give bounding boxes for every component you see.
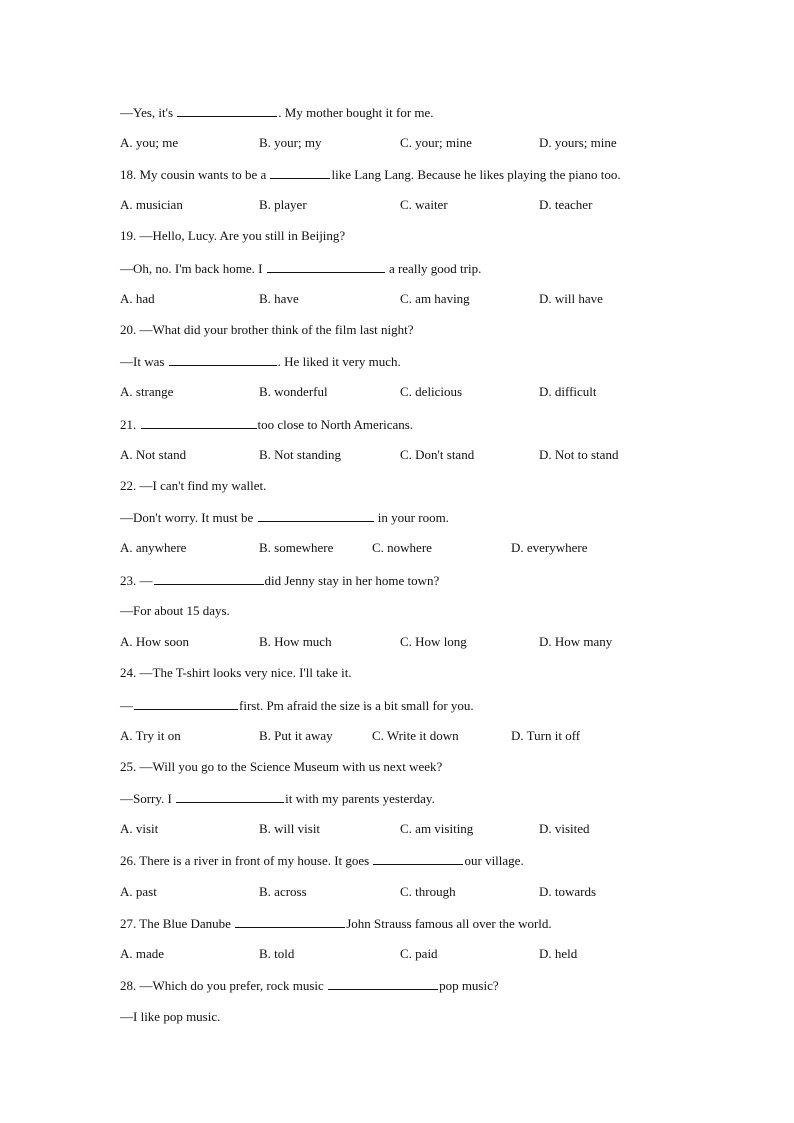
question-text: 26. There is a river in front of my house. It goes [120, 853, 373, 868]
option-d[interactable]: D. Not to stand [539, 447, 619, 462]
line-text: —Sorry. I [120, 791, 176, 806]
question-text: 27. The Blue Danube [120, 916, 235, 931]
option-a[interactable]: A. made [120, 946, 165, 961]
question-24-answer-line [120, 697, 474, 714]
question-text: did Jenny stay in her home town? [264, 573, 440, 588]
line-text: . My mother bought it for me. [278, 105, 434, 120]
question-text: John Strauss famous all over the world. [346, 916, 552, 931]
option-b[interactable]: B. have [259, 291, 299, 306]
question-text: like Lang Lang. Because he likes playing the piano too. [331, 167, 621, 182]
answer-blank[interactable] [169, 353, 277, 366]
option-c[interactable]: C. am visiting [400, 821, 474, 836]
question-text: 24. —The T-shirt looks very nice. I'll take it. [120, 665, 352, 680]
option-b[interactable]: B. wonderful [259, 384, 328, 399]
option-a[interactable]: A. anywhere [120, 540, 187, 555]
option-c[interactable]: C. Write it down [372, 728, 459, 743]
option-d[interactable]: D. towards [539, 884, 597, 899]
option-c[interactable]: C. waiter [400, 197, 448, 212]
answer-blank[interactable] [373, 852, 463, 865]
question-19 [120, 228, 345, 244]
question-text: 25. —Will you go to the Science Museum with us next week? [120, 759, 443, 774]
option-c[interactable]: C. How long [400, 634, 467, 649]
answer-blank[interactable] [177, 104, 277, 117]
option-a[interactable]: A. visit [120, 821, 159, 836]
answer-blank[interactable] [267, 260, 385, 273]
answer-blank[interactable] [258, 509, 374, 522]
option-c[interactable]: C. Don't stand [400, 447, 475, 462]
option-d[interactable]: D. held [539, 946, 578, 961]
option-b[interactable]: B. Put it away [259, 728, 333, 743]
option-c[interactable]: C. delicious [400, 384, 463, 399]
option-b[interactable]: B. How much [259, 634, 332, 649]
question-24 [120, 665, 352, 681]
option-d[interactable]: D. How many [539, 634, 613, 649]
question-20-answer-line [120, 353, 401, 370]
option-b[interactable]: B. told [259, 946, 295, 961]
line-text: —For about 15 days. [120, 603, 230, 618]
line-text: —I like pop music. [120, 1009, 221, 1024]
question-text: our village. [464, 853, 524, 868]
question-22 [120, 478, 266, 494]
line-text: —Yes, it's [120, 105, 177, 120]
question-25-answer-line [120, 790, 435, 807]
answer-blank[interactable] [235, 915, 345, 928]
option-d[interactable]: D. everywhere [511, 540, 588, 555]
question-18 [120, 166, 621, 183]
answer-blank[interactable] [154, 572, 264, 585]
option-b[interactable]: B. player [259, 197, 307, 212]
question-19-answer-line [120, 260, 481, 277]
line-text: in your room. [374, 510, 449, 525]
line-text: —It was [120, 354, 168, 369]
answer-blank[interactable] [270, 166, 330, 179]
question-22-answer-line [120, 509, 449, 526]
option-c[interactable]: C. paid [400, 946, 438, 961]
line-text: first. Pm afraid the size is a bit small for you. [239, 698, 474, 713]
option-b[interactable]: B. Not standing [259, 447, 341, 462]
question-20 [120, 322, 414, 338]
question-text: 21. [120, 417, 140, 432]
question-25 [120, 759, 442, 775]
question-text: pop music? [439, 978, 499, 993]
question-text: 23. — [120, 573, 153, 588]
question-text: 22. —I can't find my wallet. [120, 478, 267, 493]
question-28 [120, 977, 499, 994]
question-text: 20. —What did your brother think of the film last night? [120, 322, 414, 337]
option-b[interactable]: B. will visit [259, 821, 321, 836]
option-c[interactable]: C. your; mine [400, 135, 472, 150]
question-text: 19. —Hello, Lucy. Are you still in Beijing? [120, 228, 346, 243]
answer-blank[interactable] [328, 977, 438, 990]
question-28-answer-line [120, 1009, 220, 1025]
question-21 [120, 416, 413, 433]
option-a[interactable]: A. past [120, 884, 157, 899]
line-text: a really good trip. [385, 261, 482, 276]
question-23-answer-line [120, 603, 230, 619]
option-a[interactable]: A. strange [120, 384, 174, 399]
option-c[interactable]: C. am having [400, 291, 470, 306]
option-b[interactable]: B. across [259, 884, 307, 899]
option-d[interactable]: D. difficult [539, 384, 597, 399]
option-d[interactable]: D. teacher [539, 197, 593, 212]
line-text: —Oh, no. I'm back home. I [120, 261, 266, 276]
question-23 [120, 572, 439, 589]
line-text: — [120, 698, 133, 713]
line-text: . He liked it very much. [277, 354, 401, 369]
answer-blank[interactable] [134, 697, 238, 710]
question-26 [120, 852, 524, 869]
option-a[interactable]: A. Try it on [120, 728, 181, 743]
line-text: it with my parents yesterday. [285, 791, 435, 806]
option-c[interactable]: C. nowhere [372, 540, 432, 555]
line-text: —Don't worry. It must be [120, 510, 257, 525]
question-text: too close to North Americans. [257, 417, 414, 432]
question-17-answer-line [120, 104, 434, 121]
option-c[interactable]: C. through [400, 884, 456, 899]
option-a[interactable]: A. Not stand [120, 447, 187, 462]
answer-blank[interactable] [141, 416, 257, 429]
option-a[interactable]: A. had [120, 291, 155, 306]
option-a[interactable]: A. musician [120, 197, 183, 212]
option-d[interactable]: D. visited [539, 821, 590, 836]
option-d[interactable]: D. will have [539, 291, 603, 306]
answer-blank[interactable] [176, 790, 284, 803]
question-text: 18. My cousin wants to be a [120, 167, 270, 182]
option-d[interactable]: D. Turn it off [511, 728, 581, 743]
question-text: 28. —Which do you prefer, rock music [120, 978, 328, 993]
option-a[interactable]: A. you; me [120, 135, 179, 150]
option-d[interactable]: D. yours; mine [539, 135, 617, 150]
option-b[interactable]: B. somewhere [259, 540, 334, 555]
option-b[interactable]: B. your; my [259, 135, 322, 150]
question-27 [120, 915, 552, 932]
option-a[interactable]: A. How soon [120, 634, 189, 649]
